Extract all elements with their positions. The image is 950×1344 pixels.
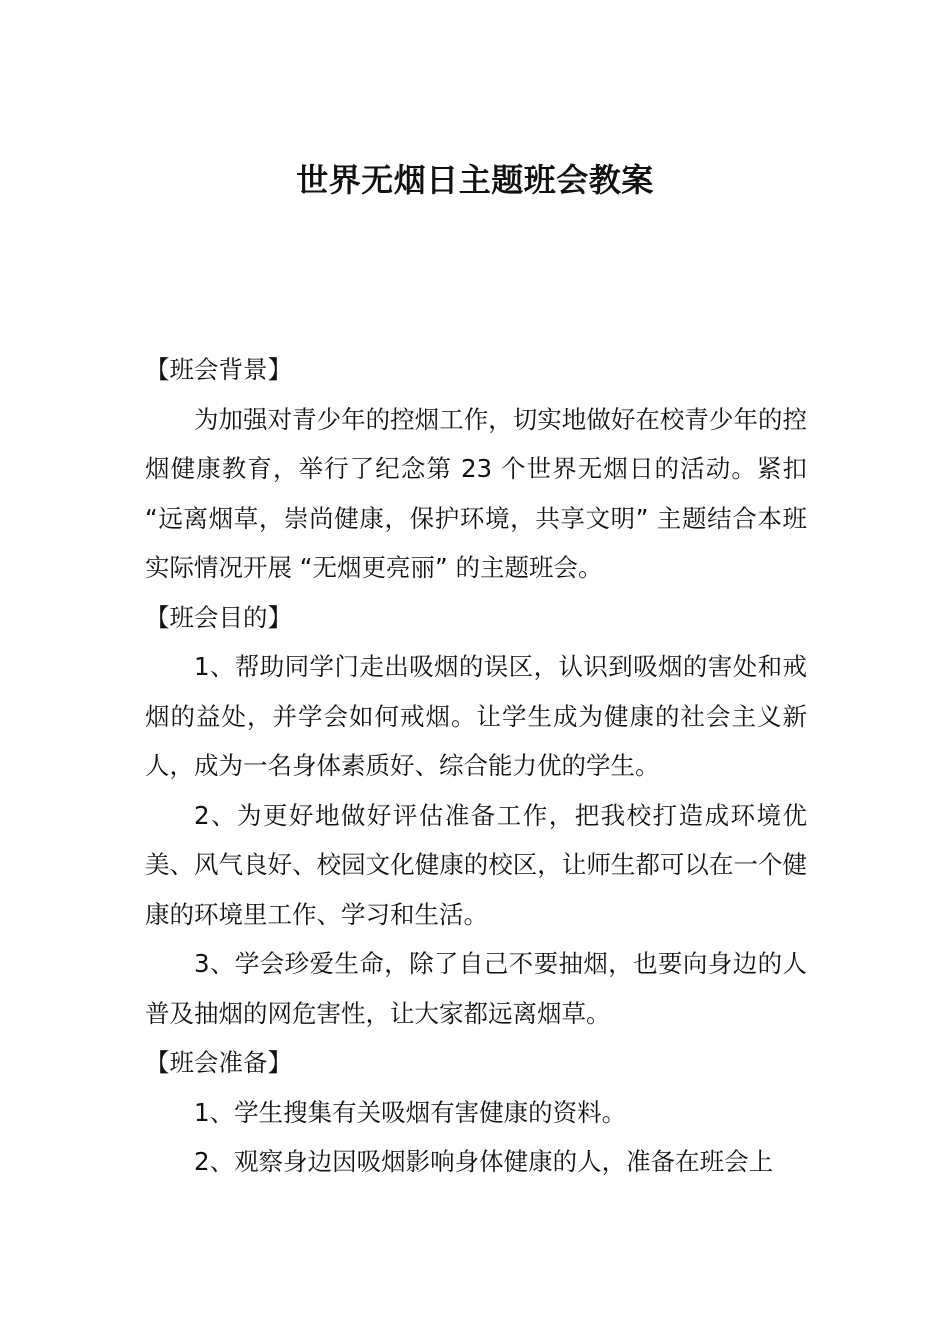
paragraph: 1、学生搜集有关吸烟有害健康的资料。 xyxy=(194,1097,627,1127)
section-heading: 【班会准备】 xyxy=(145,1048,292,1077)
section-heading: 【班会背景】 xyxy=(145,355,292,384)
section-heading: 【班会目的】 xyxy=(145,602,292,632)
paragraph: 2、为更好地做好评估准备工作，把我校打造成环境优美、风气良好、校园文化健康的校区，让师生都可以在一个健康的环境里工作、学习和生活。 xyxy=(145,800,807,929)
document-title: 世界无烟日主题班会教案 xyxy=(296,161,654,199)
section-preparation xyxy=(145,1038,807,1187)
paragraph: 为加强对青少年的控烟工作，切实地做好在校青少年的控烟健康教育，举行了纪念第 23 个世界无烟日的活动。紧扣 “远离烟草，崇尚健康，保护环境，共享文明” 主题结合本班实际情况开展 “无烟更亮丽” 的主题班会。 xyxy=(145,404,807,582)
paragraph: 3、学会珍爱生命，除了自己不要抽烟，也要向身边的人普及抽烟的网危害性，让大家都远离烟草。 xyxy=(145,949,807,1028)
section-background xyxy=(145,345,807,593)
paragraph: 1、帮助同学门走出吸烟的误区，认识到吸烟的害处和戒烟的益处，并学会如何戒烟。让学生成为健康的社会主义新人，成为一名身体素质好、综合能力优的学生。 xyxy=(145,652,807,780)
document-body xyxy=(145,345,807,1187)
section-purpose xyxy=(145,593,807,1039)
paragraph: 2、观察身边因吸烟影响身体健康的人，准备在班会上 xyxy=(194,1147,774,1176)
